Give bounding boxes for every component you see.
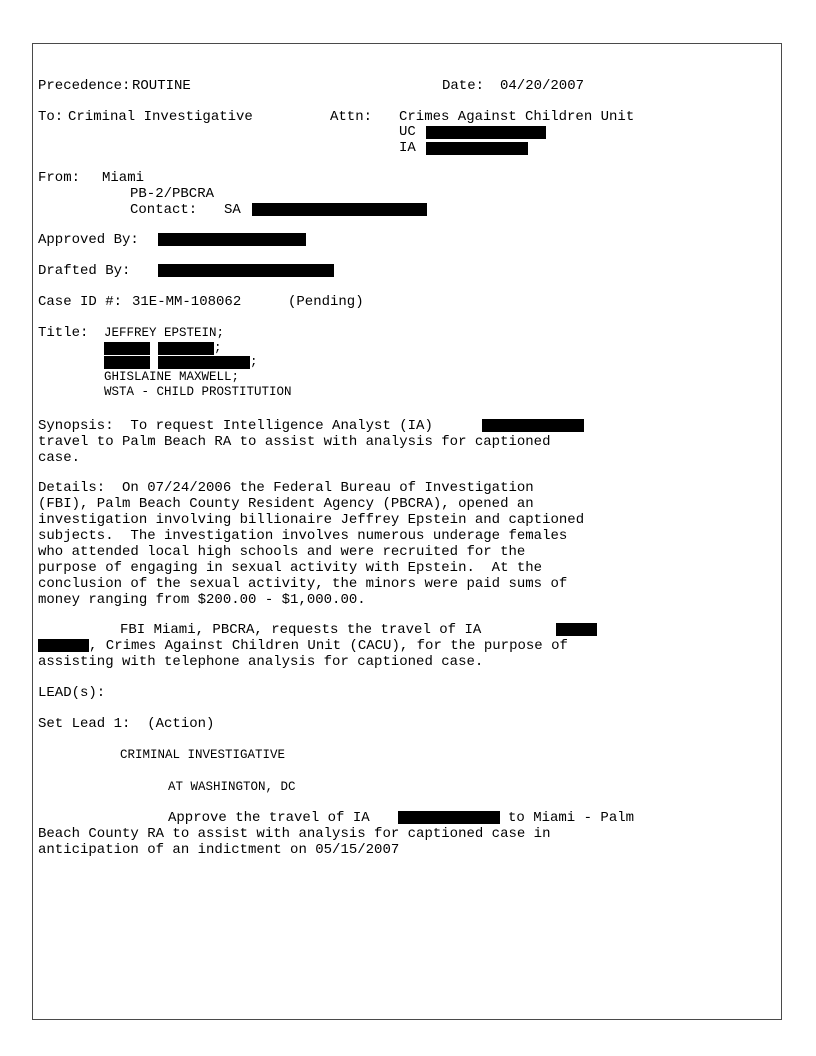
title-subject-3-suffix: ; bbox=[250, 355, 258, 369]
redaction-bar bbox=[158, 233, 306, 246]
precedence-label: Precedence: bbox=[38, 78, 131, 94]
details-para2-line: assisting with telephone analysis for captioned case. bbox=[38, 654, 484, 670]
title-charge: WSTA - CHILD PROSTITUTION bbox=[104, 385, 292, 399]
date-value: 04/20/2007 bbox=[500, 78, 585, 94]
details-line: purpose of engaging in sexual activity with Epstein. At the bbox=[38, 560, 543, 576]
title-subject-2-suffix: ; bbox=[214, 341, 222, 355]
details-line: subjects. The investigation involves numerous underage females bbox=[38, 528, 568, 544]
redaction-bar bbox=[158, 342, 214, 355]
case-id-value: 31E-MM-108062 bbox=[132, 294, 242, 310]
date-label: Date: bbox=[442, 78, 485, 94]
details-line: investigation involving billionaire Jeffrey Epstein and captioned bbox=[38, 512, 585, 528]
details-line: Details: On 07/24/2006 the Federal Bureau of Investigation bbox=[38, 480, 534, 496]
lead-action-line: anticipation of an indictment on 05/15/2007 bbox=[38, 842, 400, 858]
details-para2-line: , Crimes Against Children Unit (CACU), for the purpose of bbox=[89, 638, 568, 654]
title-subject-1: JEFFREY EPSTEIN; bbox=[104, 326, 225, 340]
attn-ia-label: IA bbox=[399, 140, 416, 156]
lead-location: AT WASHINGTON, DC bbox=[168, 780, 296, 794]
redaction-bar bbox=[158, 356, 250, 369]
contact-value: SA bbox=[224, 202, 241, 218]
redaction-bar bbox=[252, 203, 427, 216]
redaction-bar bbox=[426, 126, 546, 139]
title-label: Title: bbox=[38, 325, 89, 341]
drafted-by-label: Drafted By: bbox=[38, 263, 131, 279]
lead-action-line: to Miami - Palm bbox=[508, 810, 635, 826]
from-label: From: bbox=[38, 170, 81, 186]
leads-heading: LEAD(s): bbox=[38, 685, 106, 701]
redaction-bar bbox=[556, 623, 597, 636]
from-office: PB-2/PBCRA bbox=[130, 186, 215, 202]
details-line: conclusion of the sexual activity, the minors were paid sums of bbox=[38, 576, 568, 592]
case-status: (Pending) bbox=[288, 294, 364, 310]
redaction-bar bbox=[104, 342, 150, 355]
redaction-bar bbox=[482, 419, 584, 432]
synopsis-line: travel to Palm Beach RA to assist with analysis for captioned bbox=[38, 434, 551, 450]
contact-label: Contact: bbox=[130, 202, 198, 218]
details-line: who attended local high schools and were recruited for the bbox=[38, 544, 526, 560]
lead-action-line: Beach County RA to assist with analysis for captioned case in bbox=[38, 826, 551, 842]
lead-action-line: Approve the travel of IA bbox=[168, 810, 370, 826]
from-value: Miami bbox=[102, 170, 145, 186]
attn-value: Crimes Against Children Unit bbox=[399, 109, 635, 125]
attn-uc-label: UC bbox=[399, 124, 416, 140]
title-subject-4: GHISLAINE MAXWELL; bbox=[104, 370, 240, 384]
redaction-bar bbox=[104, 356, 150, 369]
to-value: Criminal Investigative bbox=[68, 109, 253, 125]
case-id-label: Case ID #: bbox=[38, 294, 123, 310]
redaction-bar bbox=[38, 639, 89, 652]
lead-division: CRIMINAL INVESTIGATIVE bbox=[120, 748, 286, 762]
attn-label: Attn: bbox=[330, 109, 373, 125]
details-para2-line: FBI Miami, PBCRA, requests the travel of IA bbox=[120, 622, 482, 638]
details-line: (FBI), Palm Beach County Resident Agency (PBCRA), opened an bbox=[38, 496, 534, 512]
approved-by-label: Approved By: bbox=[38, 232, 139, 248]
set-lead: Set Lead 1: (Action) bbox=[38, 716, 215, 732]
synopsis-line: case. bbox=[38, 450, 81, 466]
details-line: money ranging from $200.00 - $1,000.00. bbox=[38, 592, 366, 608]
precedence-value: ROUTINE bbox=[132, 78, 191, 94]
synopsis-line: Synopsis: To request Intelligence Analyst (IA) bbox=[38, 418, 433, 434]
redaction-bar bbox=[426, 142, 528, 155]
redaction-bar bbox=[398, 811, 500, 824]
redaction-bar bbox=[158, 264, 334, 277]
to-label: To: bbox=[38, 109, 64, 125]
